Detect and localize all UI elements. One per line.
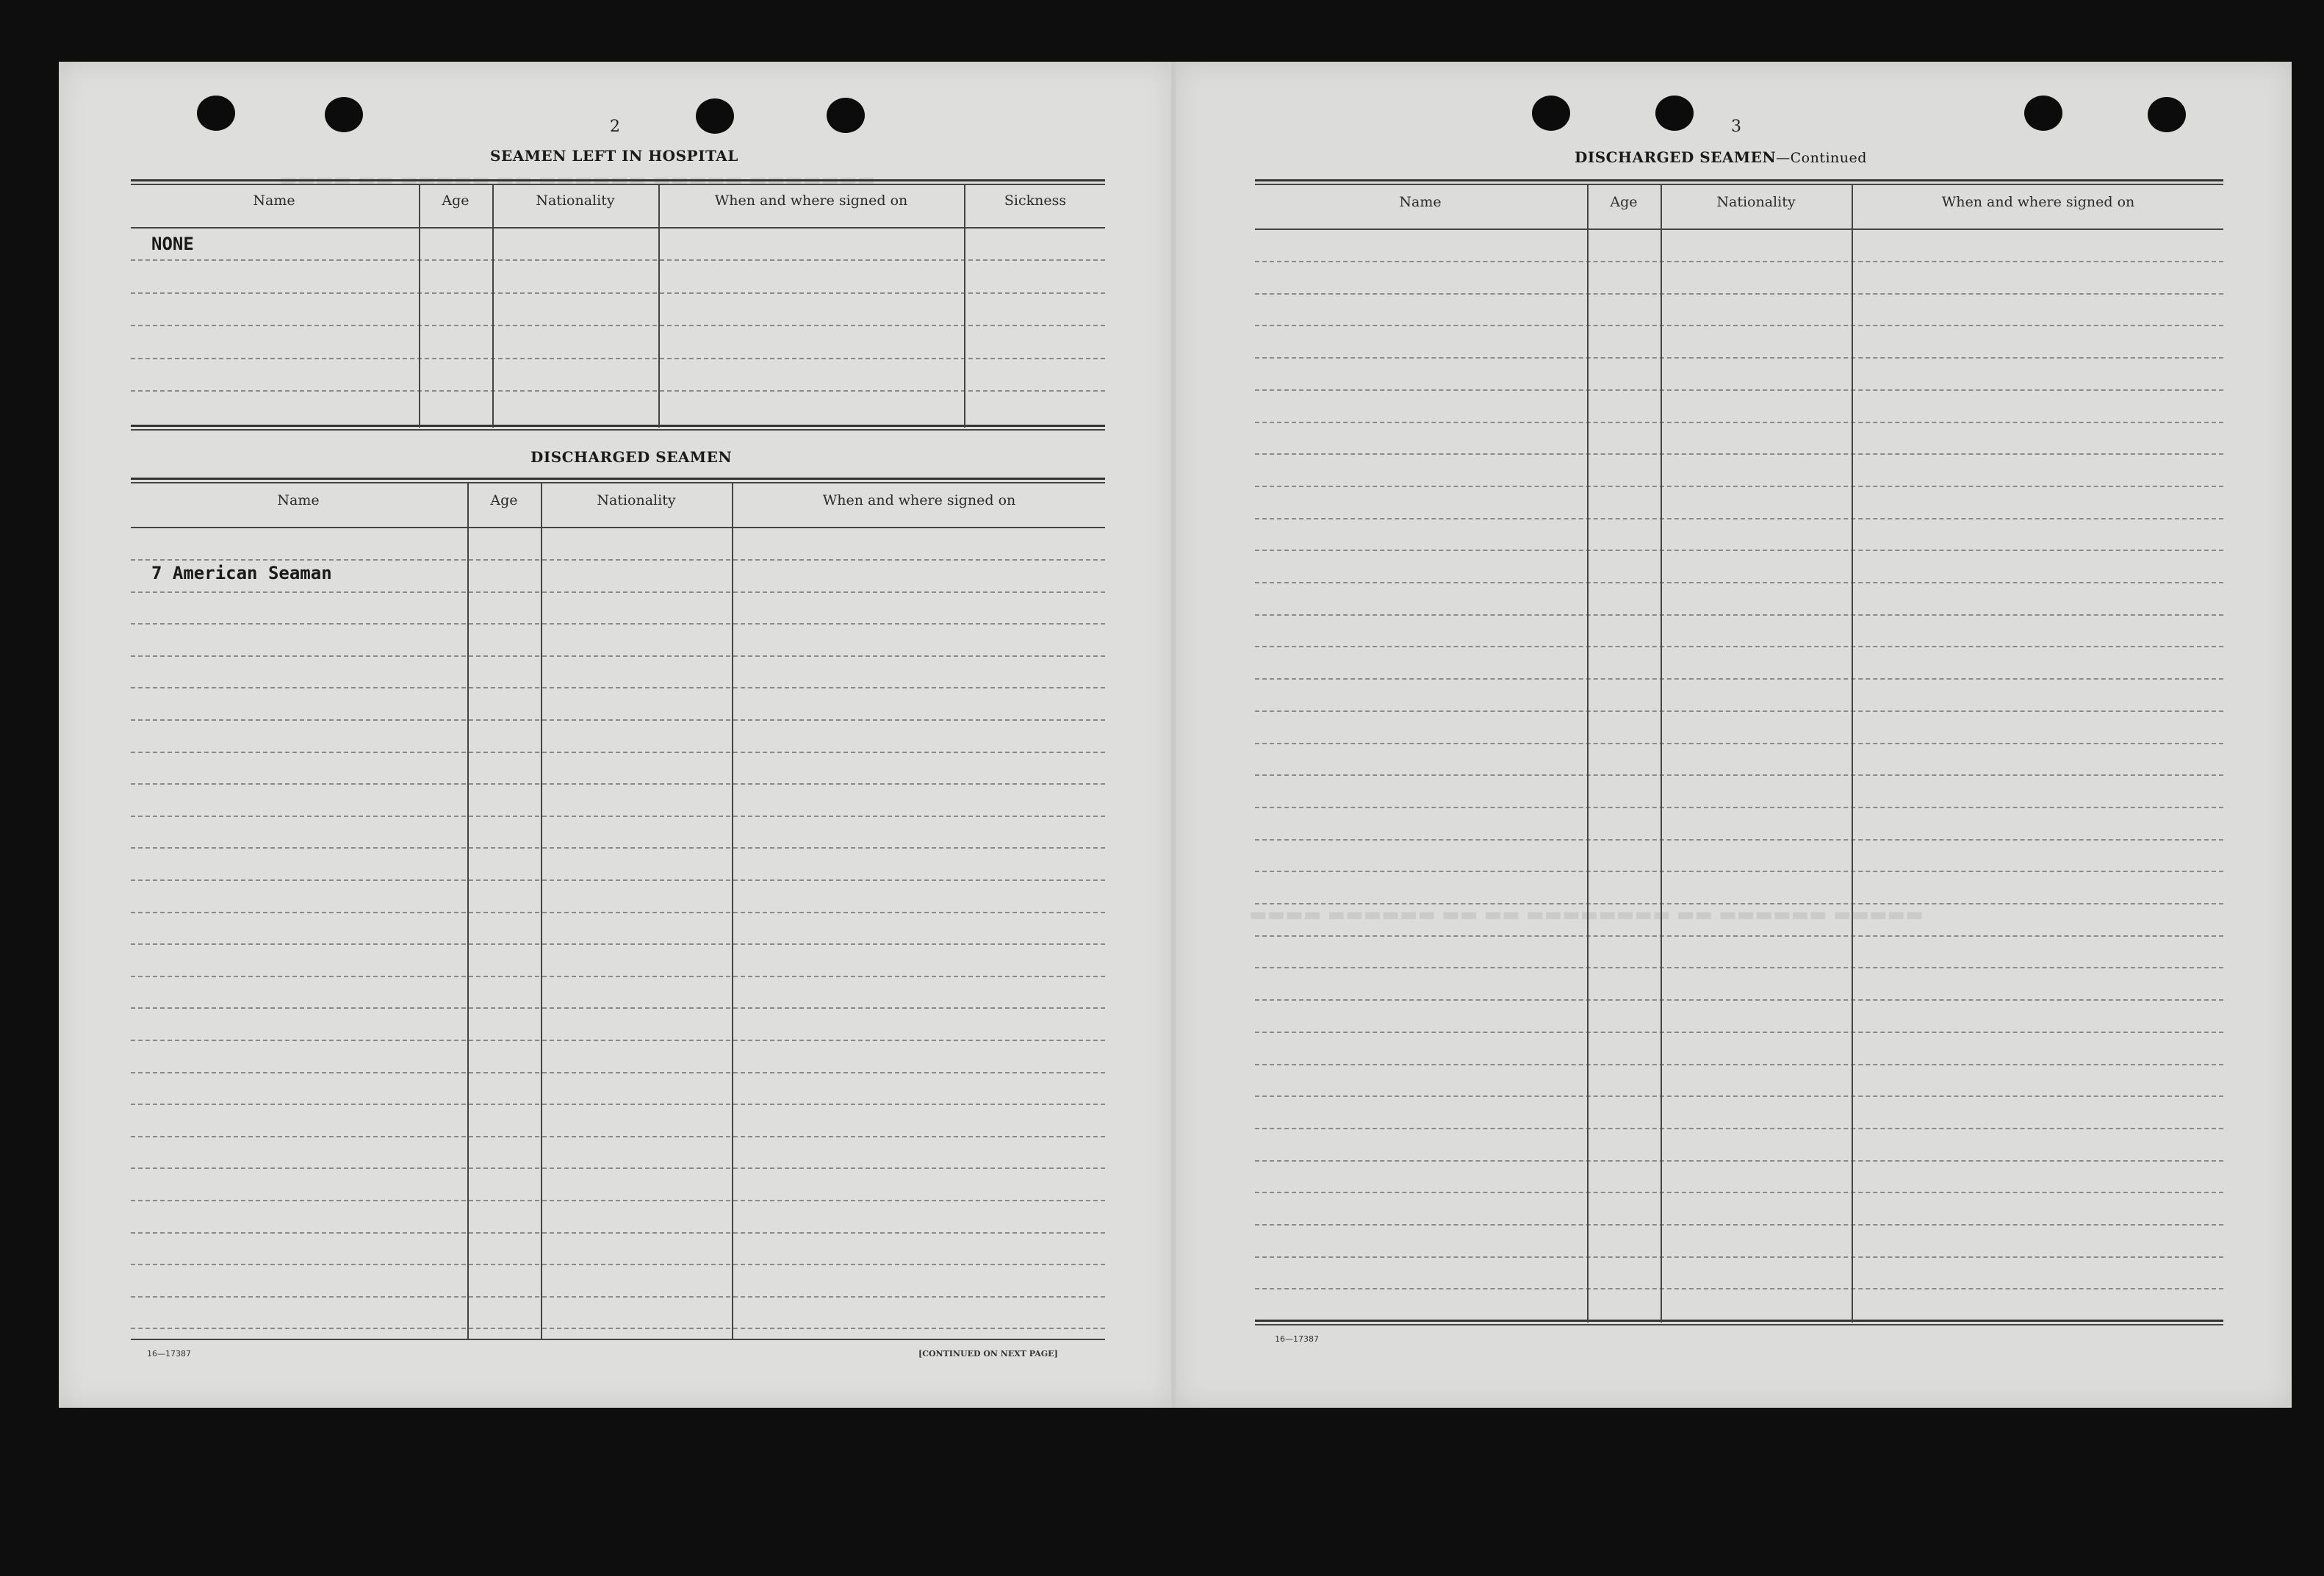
row-rule: [1255, 646, 2223, 647]
row-rule: [1255, 807, 2223, 808]
row-rule: [131, 358, 1105, 359]
continued-section-title: [1575, 148, 1867, 166]
row-rule: [131, 325, 1105, 326]
table-rule: [131, 527, 1105, 528]
row-rule: [1255, 839, 2223, 841]
table-rule: [1255, 1320, 2223, 1322]
page-number: 2: [610, 118, 620, 136]
table-rule: [1255, 1324, 2223, 1325]
punch-hole: [325, 97, 363, 132]
row-rule: [1255, 710, 2223, 712]
row-rule: [131, 816, 1105, 817]
row-rule: [131, 390, 1105, 392]
right-page: [1173, 62, 2292, 1408]
column-rule: [1587, 184, 1589, 1323]
row-rule: [1255, 389, 2223, 391]
hospital-col-sickness: Sickness: [1004, 192, 1067, 209]
row-rule: [1255, 357, 2223, 359]
section-title-text: DISCHARGED SEAMEN: [1575, 148, 1777, 166]
row-rule: [1255, 325, 2223, 326]
row-rule: [131, 1296, 1105, 1298]
row-rule: [1255, 582, 2223, 583]
punch-hole: [1532, 96, 1570, 131]
row-rule: [1255, 614, 2223, 616]
row-rule: [131, 1007, 1105, 1009]
hospital-col-name: Name: [253, 192, 295, 209]
column-rule: [658, 184, 660, 428]
hospital-section-title: SEAMEN LEFT IN HOSPITAL: [490, 147, 738, 165]
row-rule: [131, 976, 1105, 977]
table-rule: [131, 478, 1105, 480]
hospital-col-signed-on: When and where signed on: [714, 192, 908, 209]
table-rule: [131, 429, 1105, 431]
page-gutter: [1171, 62, 1176, 1408]
row-rule: [131, 623, 1105, 625]
row-rule: [1255, 1192, 2223, 1193]
column-rule: [1852, 184, 1853, 1323]
row-rule: [1255, 743, 2223, 744]
column-rule: [964, 184, 965, 428]
row-rule: [131, 912, 1105, 913]
row-rule: [131, 1167, 1105, 1169]
table-rule: [131, 227, 1105, 229]
hospital-entry: NONE: [151, 234, 194, 254]
punch-hole: [1655, 96, 1694, 131]
row-rule: [131, 879, 1105, 881]
table-rule: [131, 425, 1105, 427]
row-rule: [1255, 422, 2223, 423]
row-rule: [131, 1136, 1105, 1137]
row-rule: [131, 1232, 1105, 1234]
row-rule: [131, 1040, 1105, 1041]
row-rule: [1255, 903, 2223, 904]
row-rule: [131, 1328, 1105, 1329]
table-rule: [1255, 229, 2223, 230]
hospital-col-nationality: Nationality: [536, 192, 615, 209]
discharged-col-signed-on: When and where signed on: [822, 492, 1016, 508]
discharged-col-nationality: Nationality: [597, 492, 676, 508]
row-rule: [1255, 1095, 2223, 1097]
column-rule: [732, 482, 733, 1339]
row-rule: [1255, 678, 2223, 680]
form-code: 16—17387: [1275, 1334, 1319, 1344]
right-col-age: Age: [1610, 194, 1638, 210]
row-rule: [131, 1104, 1105, 1105]
page-number: 3: [1731, 118, 1741, 136]
column-rule: [541, 482, 542, 1339]
row-rule: [1255, 1288, 2223, 1289]
column-rule: [467, 482, 469, 1339]
discharged-col-age: Age: [490, 492, 518, 508]
table-rule: [131, 482, 1105, 483]
punch-hole: [827, 98, 865, 133]
column-rule: [492, 184, 494, 428]
row-rule: [1255, 999, 2223, 1001]
row-rule: [1255, 935, 2223, 937]
row-rule: [1255, 1224, 2223, 1226]
column-rule: [1661, 184, 1662, 1323]
continued-note: [CONTINUED ON NEXT PAGE]: [918, 1349, 1058, 1359]
hospital-col-age: Age: [442, 192, 470, 209]
row-rule: [131, 687, 1105, 688]
row-rule: [1255, 453, 2223, 455]
row-rule: [1255, 1032, 2223, 1033]
right-col-nationality: Nationality: [1716, 194, 1796, 210]
right-col-signed-on: When and where signed on: [1941, 194, 2135, 210]
discharged-entry: 7 American Seaman: [151, 563, 332, 583]
row-rule: [131, 1072, 1105, 1073]
left-page: [59, 62, 1173, 1408]
row-rule: [131, 1200, 1105, 1201]
table-rule: [131, 1339, 1105, 1340]
row-rule: [131, 591, 1105, 593]
row-rule: [131, 783, 1105, 785]
column-rule: [419, 184, 420, 428]
row-rule: [131, 259, 1105, 261]
discharged-col-name: Name: [277, 492, 320, 508]
form-code: 16—17387: [147, 1349, 191, 1359]
row-rule: [1255, 518, 2223, 519]
row-rule: [1255, 486, 2223, 487]
row-rule: [1255, 293, 2223, 295]
row-rule: [1255, 871, 2223, 872]
row-rule: [131, 719, 1105, 721]
row-rule: [1255, 1128, 2223, 1129]
row-rule: [131, 655, 1105, 657]
row-rule: [1255, 1256, 2223, 1258]
row-rule: [1255, 550, 2223, 551]
row-rule: [1255, 1160, 2223, 1162]
punch-hole: [696, 98, 734, 134]
row-rule: [131, 752, 1105, 753]
row-rule: [131, 943, 1105, 945]
row-rule: [131, 1264, 1105, 1265]
row-rule: [131, 292, 1105, 294]
discharged-section-title: DISCHARGED SEAMEN: [530, 448, 733, 466]
punch-hole: [2024, 96, 2062, 131]
table-rule: [131, 179, 1105, 181]
row-rule: [131, 847, 1105, 849]
row-rule: [1255, 967, 2223, 968]
table-rule: [1255, 184, 2223, 185]
row-rule: [131, 559, 1105, 561]
row-rule: [1255, 261, 2223, 262]
right-col-name: Name: [1399, 194, 1442, 210]
table-rule: [131, 184, 1105, 185]
table-rule: [1255, 179, 2223, 181]
row-rule: [1255, 1064, 2223, 1065]
punch-hole: [2148, 97, 2186, 132]
row-rule: [1255, 774, 2223, 776]
punch-hole: [197, 96, 235, 131]
section-title-suffix: —Continued: [1776, 150, 1867, 166]
